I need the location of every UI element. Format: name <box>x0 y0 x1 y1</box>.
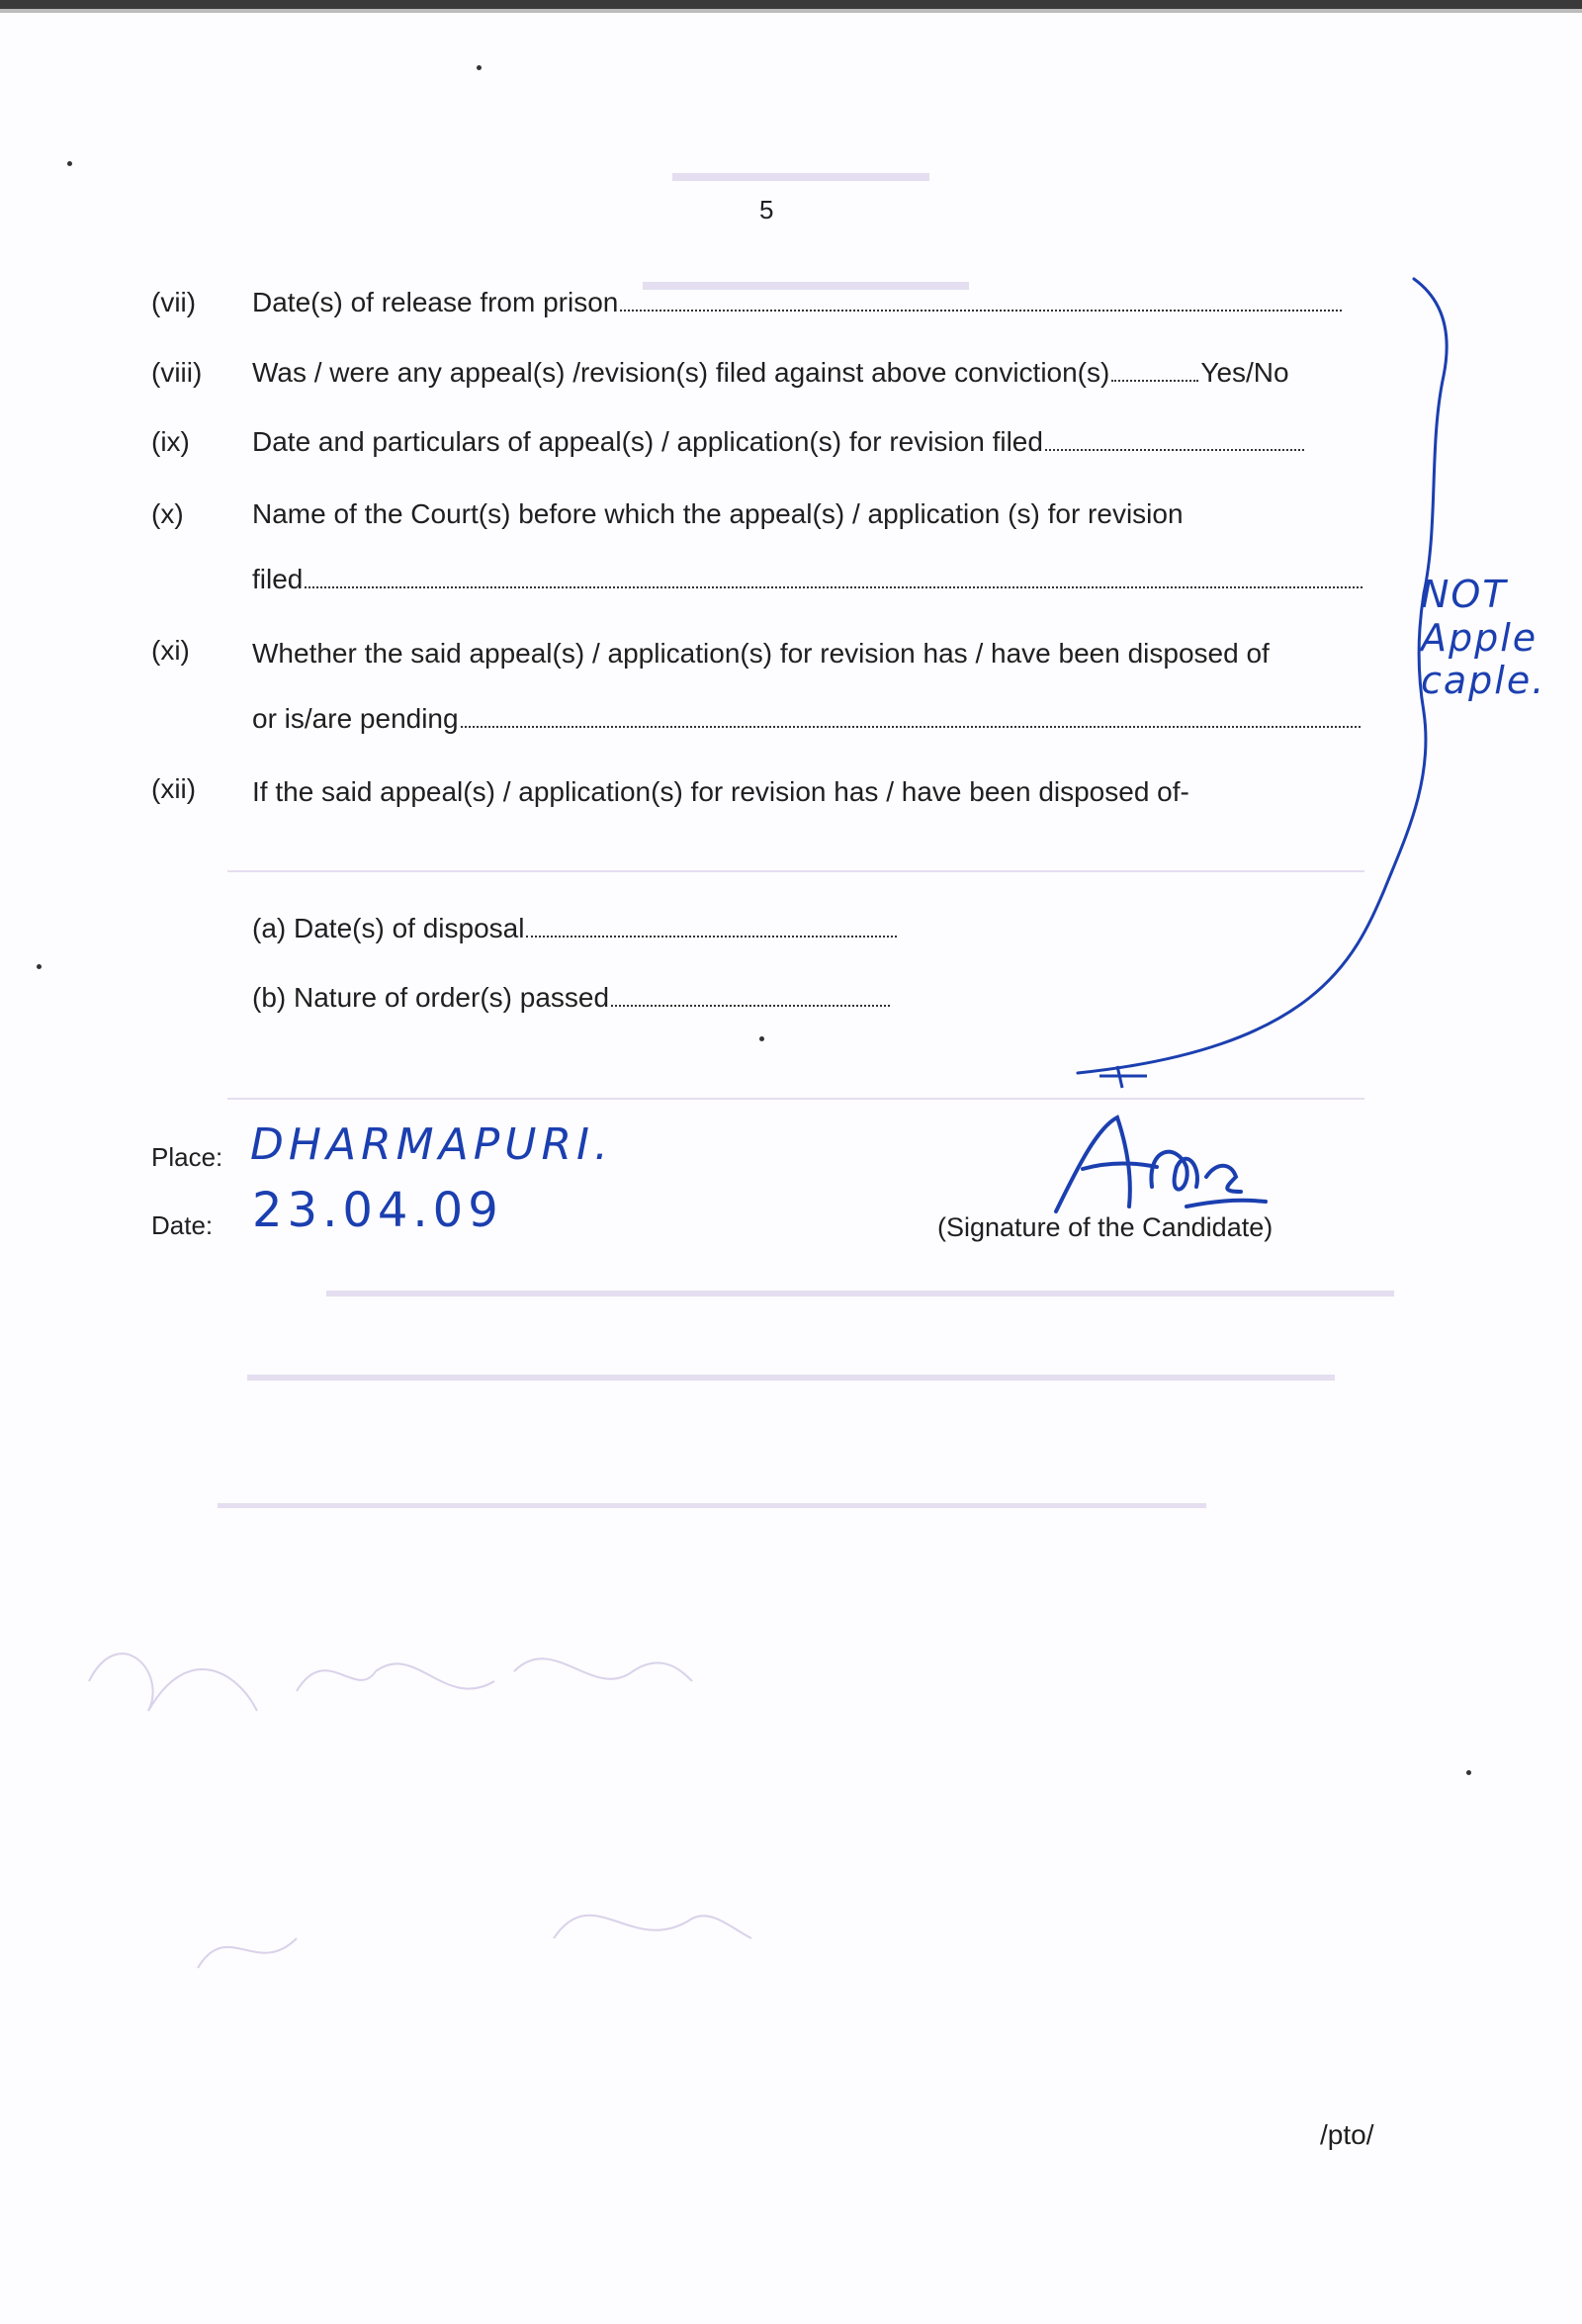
item-label: or is/are pending <box>252 703 459 734</box>
margin-note-line: NOT <box>1421 573 1508 616</box>
place-handwritten: DHARMAPURI. <box>250 1119 613 1170</box>
margin-note <box>1421 574 1545 703</box>
margin-note-line: Apple <box>1421 615 1538 660</box>
subitem-text <box>252 913 899 944</box>
scan-speck <box>67 161 72 166</box>
subitem-label: (a) Date(s) of disposal <box>252 913 525 943</box>
item-label: Date(s) of release from prison <box>252 287 619 317</box>
margin-bracket <box>1048 267 1463 1098</box>
date-handwritten: 23.04.09 <box>252 1183 503 1238</box>
item-text: Name of the Court(s) before which the appeal(s) / application (s) for revision <box>252 498 1184 529</box>
item-text: Whether the said appeal(s) / application(s) for revision has / have been disposed of <box>252 638 1270 669</box>
item-number: (ix) <box>151 426 190 457</box>
scan-speck <box>477 65 482 70</box>
subitem-label: (b) Nature of order(s) passed <box>252 982 610 1013</box>
candidate-signature <box>1038 1108 1275 1226</box>
scan-speck <box>759 1036 764 1041</box>
yes-no-option: Yes/No <box>1200 357 1289 388</box>
scan-speck <box>1466 1770 1471 1775</box>
subitem-text <box>252 982 892 1014</box>
place-label: Place: <box>151 1142 223 1172</box>
date-label: Date: <box>151 1210 214 1240</box>
item-number: (viii) <box>151 357 203 388</box>
item-text: If the said appeal(s) / application(s) for revision has / have been disposed of- <box>252 776 1189 807</box>
item-number: (vii) <box>151 287 197 317</box>
item-number: (x) <box>151 498 184 529</box>
signature-caption: (Signature of the Candidate) <box>937 1212 1274 1242</box>
page-turn-marker: /pto/ <box>1320 2119 1374 2150</box>
fill-line <box>526 936 897 938</box>
page-number: 5 <box>759 195 774 224</box>
item-label: Was / were any appeal(s) /revision(s) filed against above conviction(s) <box>252 357 1110 388</box>
item-label: Date and particulars of appeal(s) / application(s) for revision filed <box>252 426 1043 457</box>
item-label: filed <box>252 564 304 594</box>
fill-line <box>611 1005 890 1007</box>
item-number: (xii) <box>151 773 197 804</box>
scan-speck <box>37 964 42 969</box>
margin-note-line: caple. <box>1421 659 1546 703</box>
item-number: (xi) <box>151 635 190 666</box>
